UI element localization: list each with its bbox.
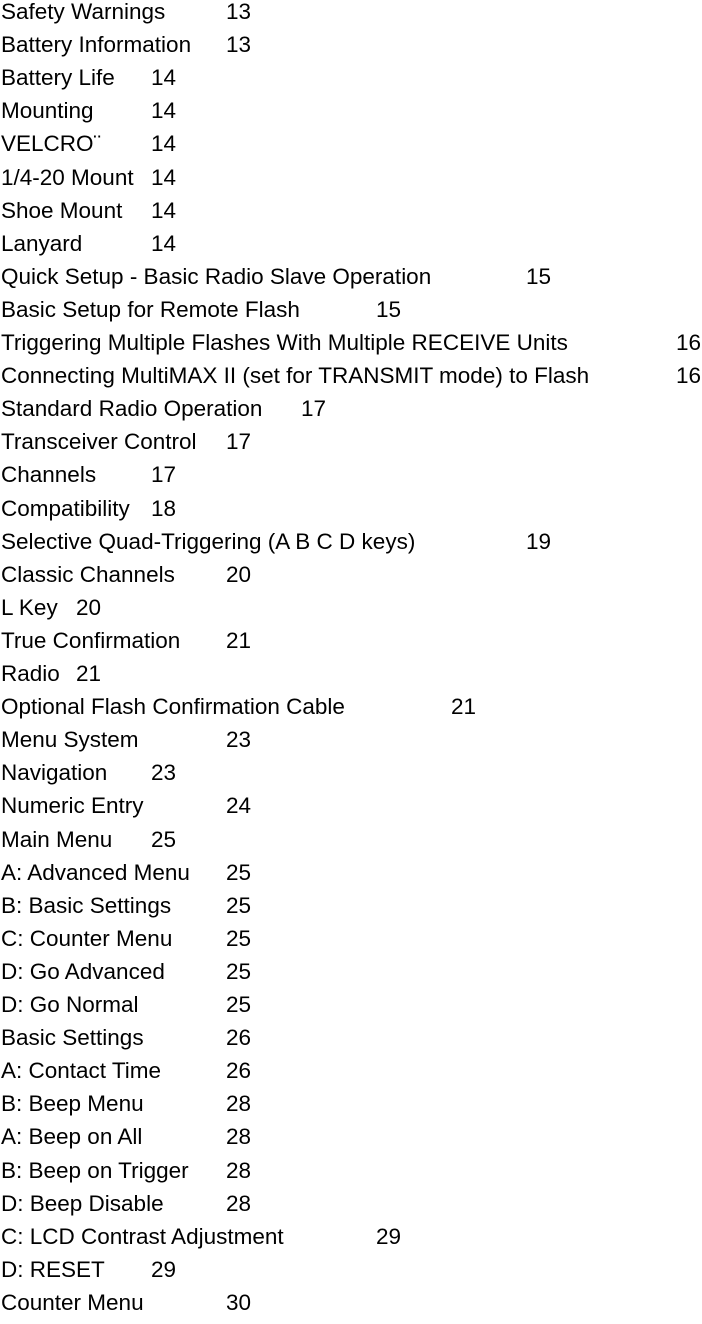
toc-entry[interactable] xyxy=(0,364,702,397)
toc-entry[interactable] xyxy=(0,397,702,430)
toc-entry-page-number: 28 xyxy=(226,1091,252,1117)
toc-entry-title: B: Basic Settings xyxy=(1,892,172,918)
toc-entry-page-number: 28 xyxy=(226,1124,252,1150)
toc-entry-title: Numeric Entry xyxy=(1,793,144,819)
toc-entry-title: Counter Menu xyxy=(1,1289,144,1315)
toc-entry-title: 1/4-20 Mount xyxy=(1,164,134,190)
toc-entry-page-number: 14 xyxy=(151,65,177,91)
toc-entry-title: D: RESET xyxy=(1,1256,105,1282)
toc-entry[interactable] xyxy=(0,331,702,364)
toc-entry-title: VELCRO¨ xyxy=(1,131,102,157)
toc-entry-page-number: 14 xyxy=(151,197,177,223)
toc-entry[interactable] xyxy=(0,0,702,33)
toc-entry[interactable] xyxy=(0,66,702,99)
toc-entry[interactable] xyxy=(0,927,702,960)
toc-entry[interactable] xyxy=(0,265,702,298)
toc-entry-page-number: 29 xyxy=(151,1256,177,1282)
toc-entry-page-number: 17 xyxy=(226,429,252,455)
toc-entry-page-number: 14 xyxy=(151,98,177,124)
toc-entry-page-number: 19 xyxy=(526,528,552,554)
toc-entry[interactable] xyxy=(0,298,702,331)
toc-entry-title: Transceiver Control xyxy=(1,429,197,455)
toc-entry[interactable] xyxy=(0,662,702,695)
toc-entry-title: Classic Channels xyxy=(1,561,175,587)
toc-entry-page-number: 16 xyxy=(676,363,702,389)
toc-entry-page-number: 21 xyxy=(451,694,477,720)
toc-entry[interactable] xyxy=(0,1291,702,1324)
toc-entry[interactable] xyxy=(0,629,702,662)
toc-entry-page-number: 28 xyxy=(226,1157,252,1183)
toc-entry-page-number: 14 xyxy=(151,131,177,157)
toc-entry-title: Menu System xyxy=(1,727,139,753)
toc-entry-title: Basic Settings xyxy=(1,1025,144,1051)
toc-entry-page-number: 21 xyxy=(76,661,102,686)
toc-entry-title: A: Advanced Menu xyxy=(1,859,190,885)
toc-entry-title: Mounting xyxy=(1,98,94,124)
toc-entry-page-number: 26 xyxy=(226,1025,252,1051)
toc-entry-page-number: 25 xyxy=(226,859,252,885)
toc-entry[interactable] xyxy=(0,960,702,993)
toc-entry-title: Navigation xyxy=(1,760,108,786)
toc-entry-page-number: 13 xyxy=(226,0,252,24)
toc-entry-title: A: Contact Time xyxy=(1,1058,162,1084)
toc-entry-page-number: 25 xyxy=(226,958,252,984)
toc-entry-title: Safety Warnings xyxy=(1,0,166,24)
toc-entry[interactable] xyxy=(0,563,702,596)
toc-entry-title: Selective Quad-Triggering (A B C D keys) xyxy=(1,528,416,554)
toc-entry-title: Basic Setup for Remote Flash xyxy=(1,296,300,322)
toc-entry-page-number: 25 xyxy=(226,925,252,951)
toc-entry-page-number: 20 xyxy=(226,561,252,587)
toc-entry-page-number: 25 xyxy=(226,992,252,1017)
toc-entry-page-number: 28 xyxy=(226,1190,252,1216)
toc-entry[interactable] xyxy=(0,861,702,894)
toc-entry-title: Main Menu xyxy=(1,826,113,852)
toc-entry-title: Radio xyxy=(1,661,60,686)
toc-entry-page-number: 25 xyxy=(151,826,177,852)
toc-entry[interactable] xyxy=(0,99,702,132)
toc-entry-page-number: 24 xyxy=(226,793,252,819)
toc-entry-title: D: Go Normal xyxy=(1,992,139,1017)
toc-entry-title: Optional Flash Confirmation Cable xyxy=(1,694,345,720)
toc-entry-page-number: 14 xyxy=(151,230,177,256)
toc-entry[interactable] xyxy=(0,1059,702,1092)
toc-entry[interactable] xyxy=(0,1258,702,1291)
toc-entry[interactable] xyxy=(0,1225,702,1258)
toc-entry-title: Triggering Multiple Flashes With Multiple RECEIVE Units xyxy=(1,330,568,355)
toc-entry[interactable] xyxy=(0,794,702,827)
toc-entry-page-number: 25 xyxy=(226,892,252,918)
toc-entry-page-number: 14 xyxy=(151,164,177,190)
toc-entry-title: B: Beep Menu xyxy=(1,1091,144,1117)
toc-entry-title: Battery Information xyxy=(1,32,192,58)
toc-entry-title: B: Beep on Trigger xyxy=(1,1157,189,1183)
toc-entry-title: D: Beep Disable xyxy=(1,1190,164,1216)
toc-entry[interactable] xyxy=(0,761,702,794)
toc-entry-title: L Key xyxy=(1,594,58,620)
toc-entry[interactable] xyxy=(0,828,702,861)
toc-entry-title: D: Go Advanced xyxy=(1,958,165,984)
toc-entry-page-number: 17 xyxy=(301,396,327,422)
toc-entry-title: Compatibility xyxy=(1,495,130,521)
toc-entry-title: C: Counter Menu xyxy=(1,925,173,951)
toc-entry[interactable] xyxy=(0,1125,702,1158)
toc-entry-title: Shoe Mount xyxy=(1,197,123,223)
toc-entry[interactable] xyxy=(0,430,702,463)
toc-entry-title: C: LCD Contrast Adjustment xyxy=(1,1223,284,1249)
toc-entry-title: Quick Setup - Basic Radio Slave Operation xyxy=(1,263,432,289)
toc-entry[interactable] xyxy=(0,199,702,232)
toc-entry[interactable] xyxy=(0,596,702,629)
toc-entry[interactable] xyxy=(0,894,702,927)
toc-entry-page-number: 26 xyxy=(226,1058,252,1084)
toc-entry-page-number: 16 xyxy=(676,330,702,355)
toc-entry-page-number: 18 xyxy=(151,495,177,521)
toc-entry-title: Channels xyxy=(1,462,97,488)
toc-entry[interactable] xyxy=(0,1092,702,1125)
toc-entry-title: A: Beep on All xyxy=(1,1124,143,1150)
toc-entry[interactable] xyxy=(0,232,702,265)
toc-entry-title: Connecting MultiMAX II (set for TRANSMIT mode) to Flash xyxy=(1,363,590,389)
toc-entry-title: Battery Life xyxy=(1,65,115,91)
toc-entry-title: True Confirmation xyxy=(1,627,181,653)
toc-entry[interactable] xyxy=(0,1192,702,1225)
toc-entry-page-number: 23 xyxy=(226,727,252,753)
toc-entry[interactable] xyxy=(0,695,702,728)
toc-entry-page-number: 29 xyxy=(376,1223,402,1249)
toc-entry-page-number: 15 xyxy=(526,263,552,289)
toc-entry-title: Lanyard xyxy=(1,230,83,256)
toc-entry[interactable] xyxy=(0,530,702,563)
toc-entry[interactable] xyxy=(0,166,702,199)
toc-entry[interactable] xyxy=(0,463,702,496)
toc-entry[interactable] xyxy=(0,33,702,66)
toc-entry-page-number: 20 xyxy=(76,594,102,620)
toc-entry-title: Standard Radio Operation xyxy=(1,396,263,422)
toc-entry[interactable] xyxy=(0,497,702,530)
toc-entry[interactable] xyxy=(0,993,702,1026)
toc-entry[interactable] xyxy=(0,132,702,165)
toc-entry[interactable] xyxy=(0,1026,702,1059)
toc-entry-page-number: 13 xyxy=(226,32,252,58)
toc-entry[interactable] xyxy=(0,728,702,761)
toc-entry-page-number: 23 xyxy=(151,760,177,786)
toc-entry-page-number: 17 xyxy=(151,462,177,488)
toc-entry-page-number: 15 xyxy=(376,296,402,322)
toc-entry-page-number: 30 xyxy=(226,1289,252,1315)
toc-entry-page-number: 21 xyxy=(226,627,252,653)
toc-entry[interactable] xyxy=(0,1159,702,1192)
